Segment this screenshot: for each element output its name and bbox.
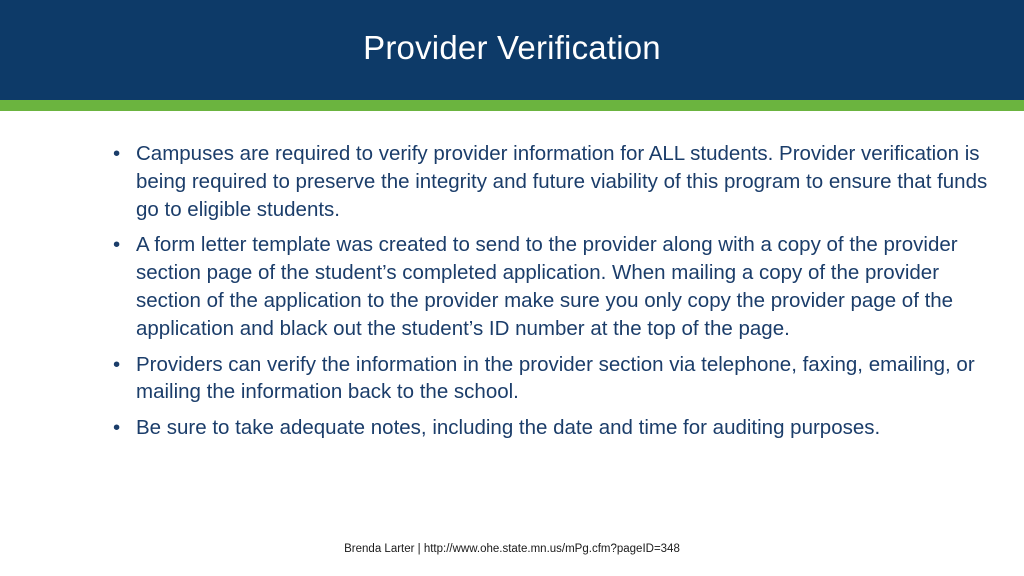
bullet-item — [113, 231, 993, 342]
bullet-item — [113, 351, 993, 407]
accent-divider — [0, 100, 1024, 111]
bullet-dot-icon: • — [113, 352, 121, 376]
bullet-item — [113, 414, 993, 442]
footer-credit: Brenda Larter | http://www.ohe.state.mn.us/mPg.cfm?pageID=348 — [344, 543, 680, 555]
bullet-text: A form letter template was created to send to the provider along with a copy of the provider section page of the student’s completed application. When mailing a copy of the provider section of the application to the provider make sure you only copy the provider page of the application and black out the student’s ID number at the top of the page. — [136, 233, 958, 340]
bullet-text: Campuses are required to verify provider information for ALL students. Provider verification is being required to preserve the integrity and future viability of this program to ensure that funds go to eligible students. — [136, 142, 988, 221]
bullet-dot-icon: • — [113, 233, 121, 257]
bullet-text: Providers can verify the information in the provider section via telephone, faxing, emailing, or mailing the information back to the school. — [136, 352, 975, 404]
bullet-item — [113, 140, 993, 223]
bullet-dot-icon: • — [113, 416, 121, 440]
bullet-list — [113, 140, 993, 450]
title-banner — [0, 0, 1024, 100]
slide-title: Provider Verification — [363, 29, 661, 66]
bullet-dot-icon: • — [113, 142, 121, 165]
bullet-text: Be sure to take adequate notes, including the date and time for auditing purposes. — [136, 416, 881, 440]
